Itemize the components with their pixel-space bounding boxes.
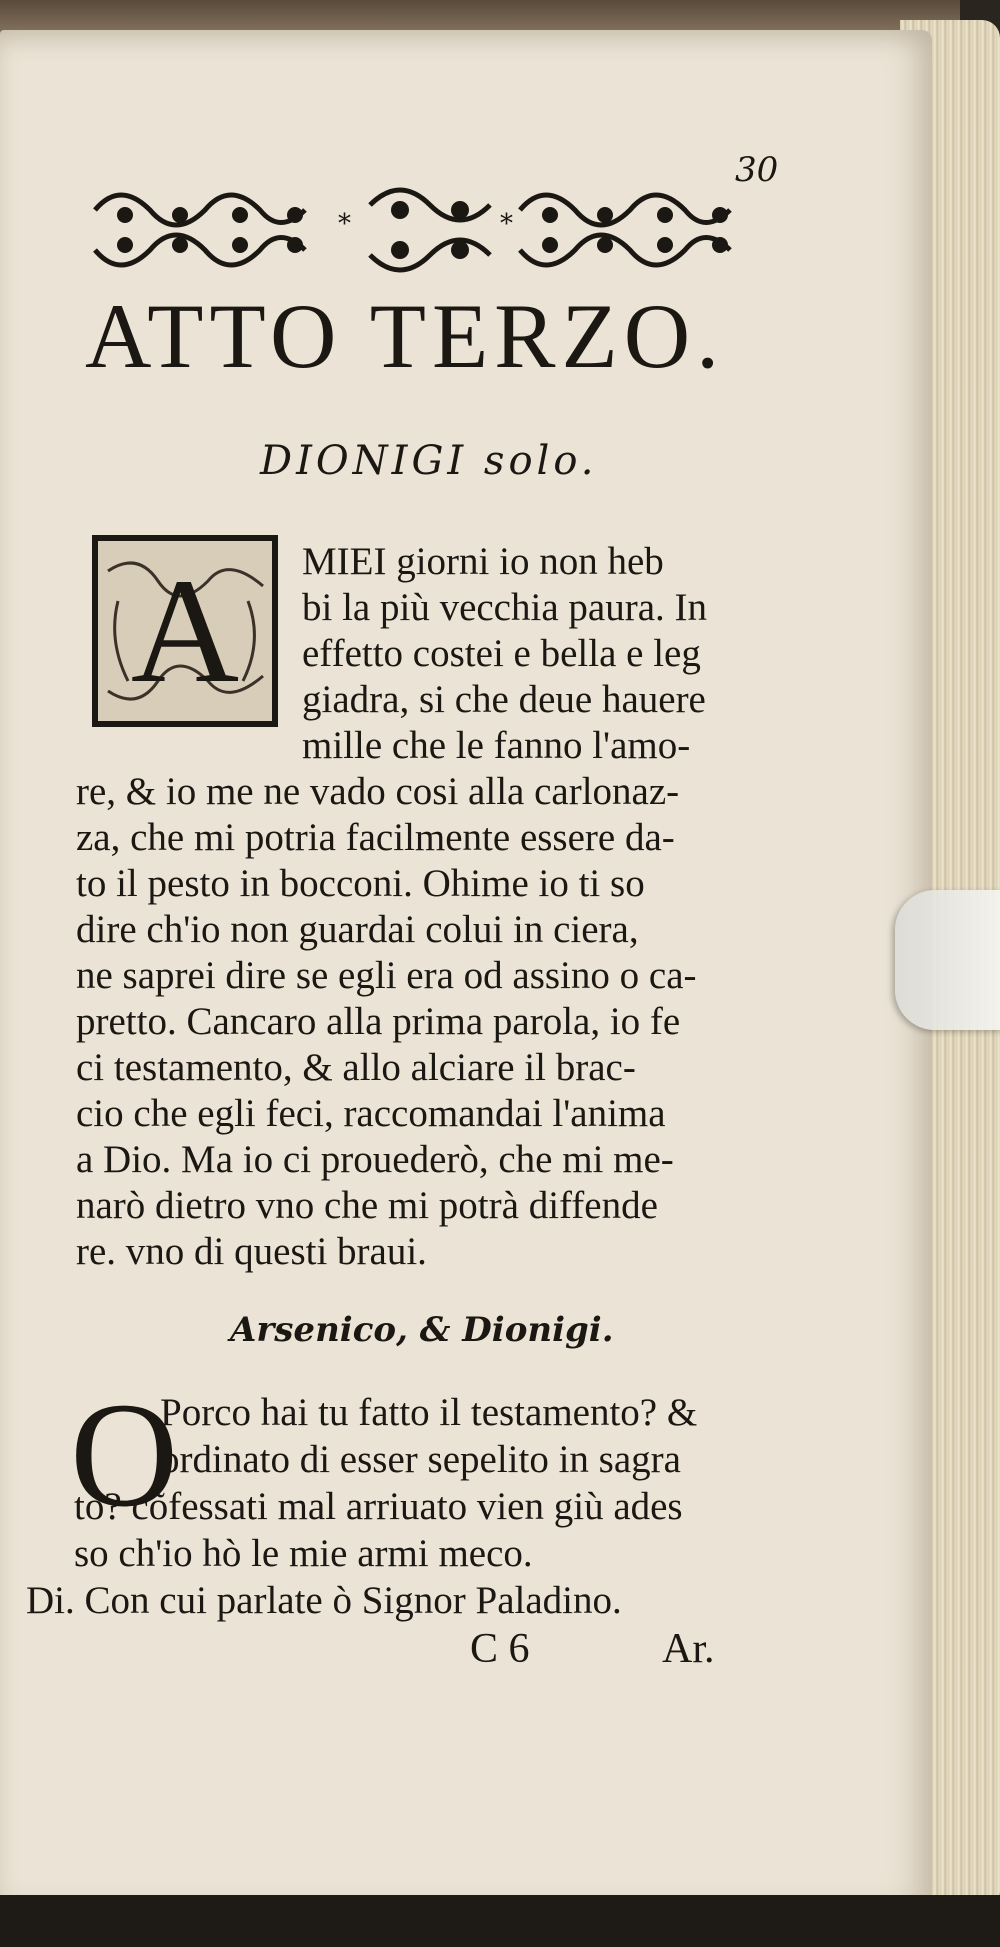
text-line: a Dio. Ma io ci prouederò, che mi me- bbox=[76, 1138, 674, 1181]
text-line: re. vno di questi braui. bbox=[76, 1230, 427, 1273]
text-line: dire ch'io non guardai colui in ciera, bbox=[76, 908, 639, 951]
text-line: mille che le fanno l'amo- bbox=[302, 724, 691, 767]
text-line: giadra, si che deue hauere bbox=[302, 678, 706, 721]
text-line: bi la più vecchia paura. In bbox=[302, 586, 707, 629]
catchword: Ar. bbox=[662, 1626, 715, 1672]
act-title: ATTO TERZO. bbox=[85, 285, 726, 387]
text-line: MIEI giorni io non heb bbox=[302, 540, 664, 583]
text-line: ordinato di esser sepelito in sagra bbox=[160, 1438, 681, 1481]
text-line: Porco hai tu fatto il testamento? & bbox=[160, 1391, 698, 1434]
decorated-initial bbox=[92, 535, 278, 727]
text-line: narò dietro vno che mi potrà diffende bbox=[76, 1184, 658, 1227]
text-line: so ch'io hò le mie armi meco. bbox=[74, 1532, 533, 1575]
text-line: ne saprei dire se egli era od assino o ca- bbox=[76, 954, 697, 997]
dropcap-letter-o: O bbox=[70, 1372, 179, 1538]
scene-speaker-dionigi: DIONIGI solo. bbox=[260, 438, 598, 484]
text-line: re, & io me ne vado cosi alla carlonaz- bbox=[76, 770, 680, 813]
text-line: to il pesto in bocconi. Ohime io ti so bbox=[76, 862, 645, 905]
dropcap-letter-a: A bbox=[130, 548, 240, 714]
text-line: ci testamento, & allo alciare il brac- bbox=[76, 1046, 636, 1089]
background-bottom bbox=[0, 1895, 1000, 1947]
text-line: pretto. Cancaro alla prima parola, io fe bbox=[76, 1000, 681, 1043]
ornamental-border bbox=[90, 170, 780, 280]
page-number: 30 bbox=[735, 150, 779, 190]
svg-text:*: * bbox=[338, 209, 351, 239]
text-line: Di. Con cui parlate ò Signor Paladino. bbox=[26, 1579, 622, 1622]
page-clip bbox=[895, 890, 1000, 1030]
scene-speakers-arsenico-dionigi: Arsenico, & Dionigi. bbox=[230, 1310, 614, 1350]
text-line: cio che egli feci, raccomandai l'anima bbox=[76, 1092, 666, 1135]
text-line: effetto costei e bella e leg bbox=[302, 632, 701, 675]
text-line: za, che mi potria facilmente essere da- bbox=[76, 816, 675, 859]
signature-mark: C 6 bbox=[470, 1626, 530, 1672]
text-line: to? cõfessati mal arriuato vien giù ades bbox=[74, 1485, 683, 1528]
svg-text:*: * bbox=[500, 209, 513, 239]
